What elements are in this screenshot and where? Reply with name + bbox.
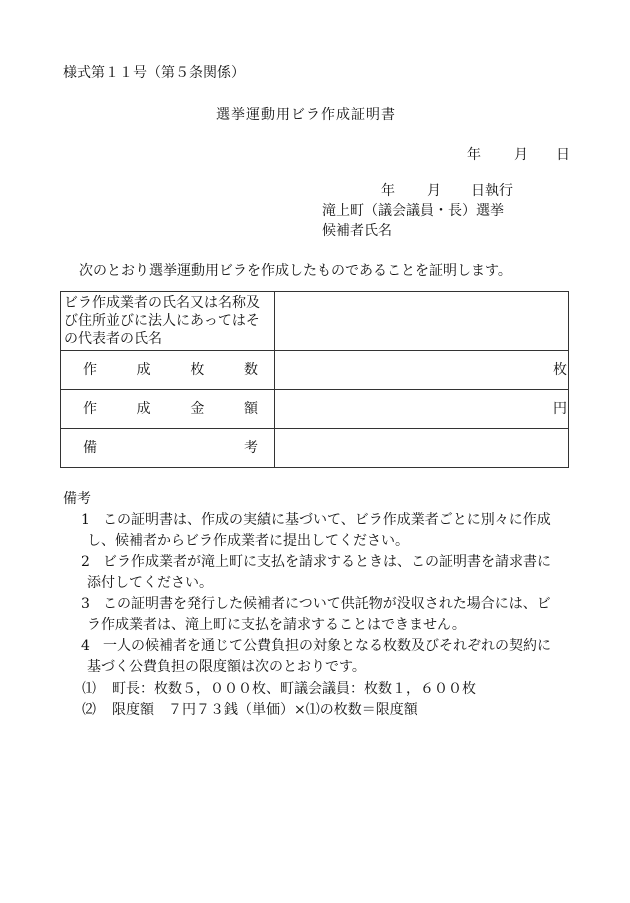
notes-heading: 備考: [63, 491, 91, 507]
sub-item-number: ⑵: [82, 702, 96, 718]
date-day-label: 日: [556, 147, 570, 163]
note-item: [63, 552, 569, 594]
table-row: [61, 351, 569, 390]
sheet-count-label: [61, 351, 275, 390]
certification-statement: 次のとおり選挙運動用ビラを作成したものであることを証明します。: [79, 263, 512, 279]
sub-item-number: ⑴: [82, 681, 96, 697]
note-text: 一人の候補者を通じて公費負担の対象となる枚数及びそれぞれの契約に: [103, 638, 551, 654]
note-text: ビラ作成業者が滝上町に支払を請求するときは、この証明書を請求書に: [103, 554, 551, 570]
remarks-label: [61, 429, 275, 468]
election-year-label: 年: [381, 183, 395, 199]
note-sub-item: [82, 703, 418, 717]
note-item: [63, 594, 569, 636]
note-number: 4: [81, 638, 90, 654]
label-char: 枚: [190, 362, 205, 378]
label-char: 金: [190, 401, 205, 417]
note-text-continued: 基づく公費負担の限度額は次のとおりです。: [87, 659, 366, 675]
note-item: [63, 636, 569, 678]
maker-name-address-field[interactable]: [275, 292, 569, 351]
candidate-name-label: 候補者氏名: [322, 223, 392, 239]
note-text-continued: ラ作成業者は、滝上町に支払を請求することはできません。: [87, 617, 466, 633]
maker-name-address-label: ビラ作成業者の氏名又は名称及び住所並びに法人にあってはその代表者の氏名: [61, 292, 275, 351]
label-char: 成: [136, 401, 151, 417]
note-number: 3: [81, 596, 90, 612]
sub-item-text: 町長：枚数５，０００枚、町議会議員：枚数１，６００枚: [112, 681, 476, 697]
certificate-table: [60, 291, 569, 468]
note-number: 2: [81, 554, 90, 570]
sheet-count-field[interactable]: [275, 351, 569, 390]
date-year-label: 年: [467, 147, 481, 163]
remarks-field[interactable]: [275, 429, 569, 468]
note-text-continued: 添付してください。: [87, 575, 213, 591]
table-row: [61, 292, 569, 351]
sub-item-text: 限度額 ７円７３銭（単価）×⑴の枚数＝限度額: [112, 702, 418, 718]
election-day-label: 日執行: [471, 183, 513, 199]
note-text-continued: し、候補者からビラ作成業者に提出してください。: [87, 533, 409, 549]
note-item: [63, 510, 569, 552]
label-char: 成: [136, 362, 151, 378]
issue-date-line: [467, 148, 570, 162]
note-number: 1: [81, 512, 90, 528]
election-office: 滝上町（議会議員・長）選挙: [322, 203, 504, 219]
table-row: [61, 390, 569, 429]
note-text: この証明書を発行した候補者について供託物が没収された場合には、ビ: [103, 596, 551, 612]
document-title: 選挙運動用ビラ作成証明書: [216, 107, 396, 123]
label-char: 作: [83, 362, 97, 378]
label-char: 考: [244, 440, 258, 456]
election-date-line: [381, 184, 513, 198]
sheet-count-unit: 枚: [553, 362, 567, 378]
amount-label: [61, 390, 275, 429]
label-char: 数: [243, 362, 258, 378]
table-row: [61, 429, 569, 468]
label-char: 作: [83, 401, 97, 417]
election-month-label: 月: [427, 183, 441, 199]
date-month-label: 月: [514, 147, 528, 163]
note-sub-item: [82, 682, 476, 696]
amount-unit: 円: [553, 401, 567, 417]
note-text: この証明書は、作成の実績に基づいて、ビラ作成業者ごとに別々に作成: [103, 512, 551, 528]
form-number: 様式第１１号（第５条関係）: [63, 65, 245, 81]
amount-field[interactable]: [275, 390, 569, 429]
label-char: 額: [243, 401, 258, 417]
label-char: 備: [83, 440, 97, 456]
